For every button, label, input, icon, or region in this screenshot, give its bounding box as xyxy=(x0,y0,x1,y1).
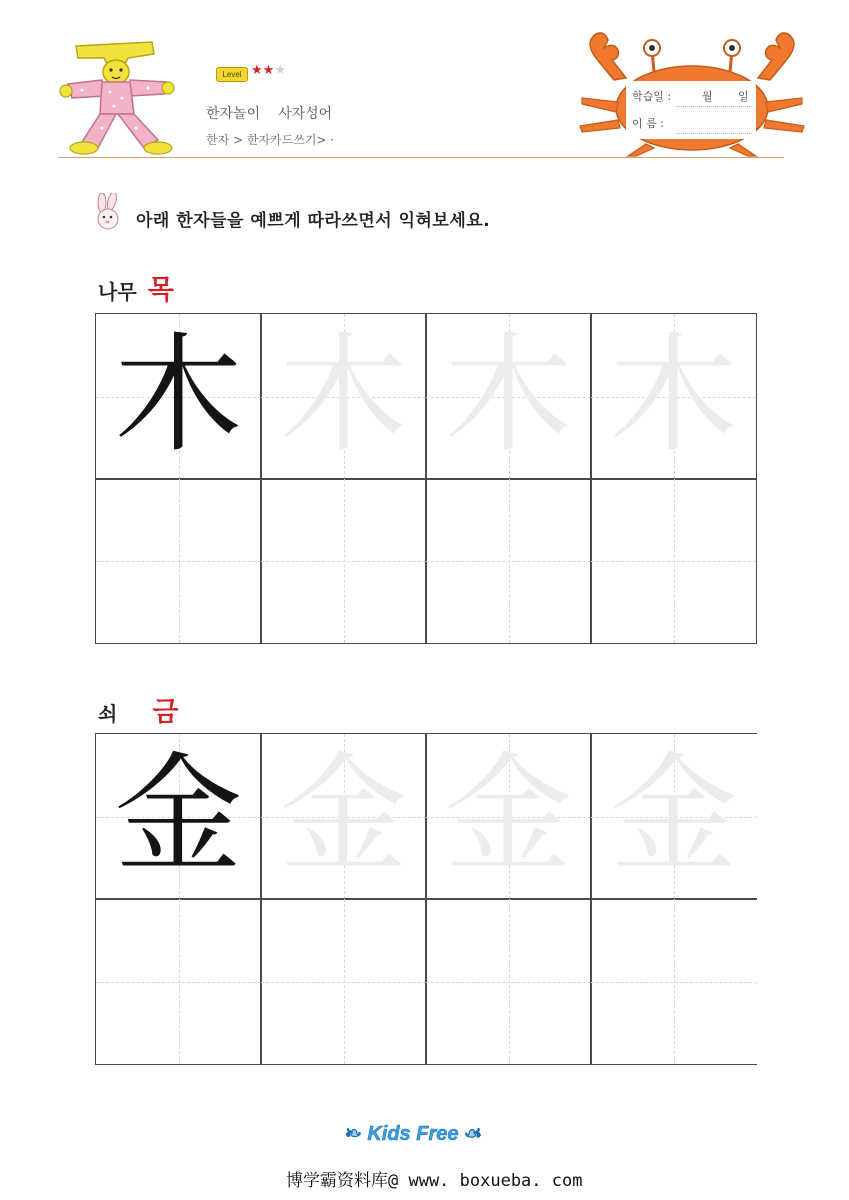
name-blank-line xyxy=(676,133,752,134)
hanja-trace: 金 xyxy=(444,741,573,890)
star-empty-icon: ★ xyxy=(274,63,286,78)
practice-cell[interactable] xyxy=(425,478,592,644)
study-info-card xyxy=(626,81,756,139)
mascot-illustration xyxy=(58,36,178,158)
practice-cell[interactable] xyxy=(95,898,262,1065)
writing-grid-2 xyxy=(95,733,738,1065)
trace-cell[interactable] xyxy=(425,313,592,480)
subject-line xyxy=(206,103,332,123)
practice-cell[interactable] xyxy=(260,478,427,644)
star-icon: ★ xyxy=(262,63,275,78)
hanja-trace: 金 xyxy=(279,741,408,890)
wing-right-icon: ☙ xyxy=(464,1123,482,1145)
wing-left-icon: ❧ xyxy=(345,1123,362,1145)
day-label: 일 xyxy=(738,90,749,103)
char-meaning: 쇠 xyxy=(98,702,118,726)
logo-text: Kids Free xyxy=(367,1123,459,1145)
name-label: 이 름 : xyxy=(632,117,664,130)
practice-cell[interactable] xyxy=(425,898,592,1065)
month-label: 월 xyxy=(702,90,713,103)
trace-cell[interactable] xyxy=(260,733,427,900)
hanja-trace: 金 xyxy=(609,741,738,890)
hanja-trace: 木 xyxy=(444,321,573,470)
char-meaning: 나무 xyxy=(98,280,137,304)
watermark-text: 博学霸资料库@ www. boxueba. com xyxy=(286,1171,583,1191)
model-cell xyxy=(95,733,262,900)
char-sound: 목 xyxy=(147,275,174,306)
char-sound: 금 xyxy=(152,697,179,728)
level-stars xyxy=(251,63,286,78)
star-icon: ★ xyxy=(251,63,263,78)
study-date-label: 학습일 : xyxy=(632,90,672,103)
writing-grid-1 xyxy=(95,313,757,644)
breadcrumb: 한자 > 한자카드쓰기> · xyxy=(206,133,335,147)
header-divider xyxy=(58,157,784,158)
trace-cell[interactable] xyxy=(260,313,427,480)
hanja-trace: 木 xyxy=(279,321,408,470)
practice-cell[interactable] xyxy=(95,478,262,644)
hanja-model: 木 xyxy=(114,321,243,470)
char-heading-2 xyxy=(98,690,179,729)
trace-cell[interactable] xyxy=(590,313,757,480)
practice-cell[interactable] xyxy=(590,478,757,644)
practice-cell[interactable] xyxy=(590,898,757,1065)
instruction-text: 아래 한자들을 예쁘게 따라쓰면서 익혀보세요. xyxy=(136,211,491,231)
trace-cell[interactable] xyxy=(590,733,757,900)
trace-cell[interactable] xyxy=(425,733,592,900)
kids-free-logo xyxy=(345,1121,482,1146)
date-blank-line xyxy=(676,106,752,107)
practice-cell[interactable] xyxy=(260,898,427,1065)
char-heading-1 xyxy=(98,268,174,307)
hanja-trace: 木 xyxy=(609,321,738,470)
topic-title: 사자성어 xyxy=(278,106,333,122)
level-badge: Level xyxy=(216,67,248,82)
subject-title: 한자놀이 xyxy=(206,106,261,122)
model-cell xyxy=(95,313,262,480)
hanja-model: 金 xyxy=(114,741,243,890)
bunny-icon xyxy=(90,193,126,231)
